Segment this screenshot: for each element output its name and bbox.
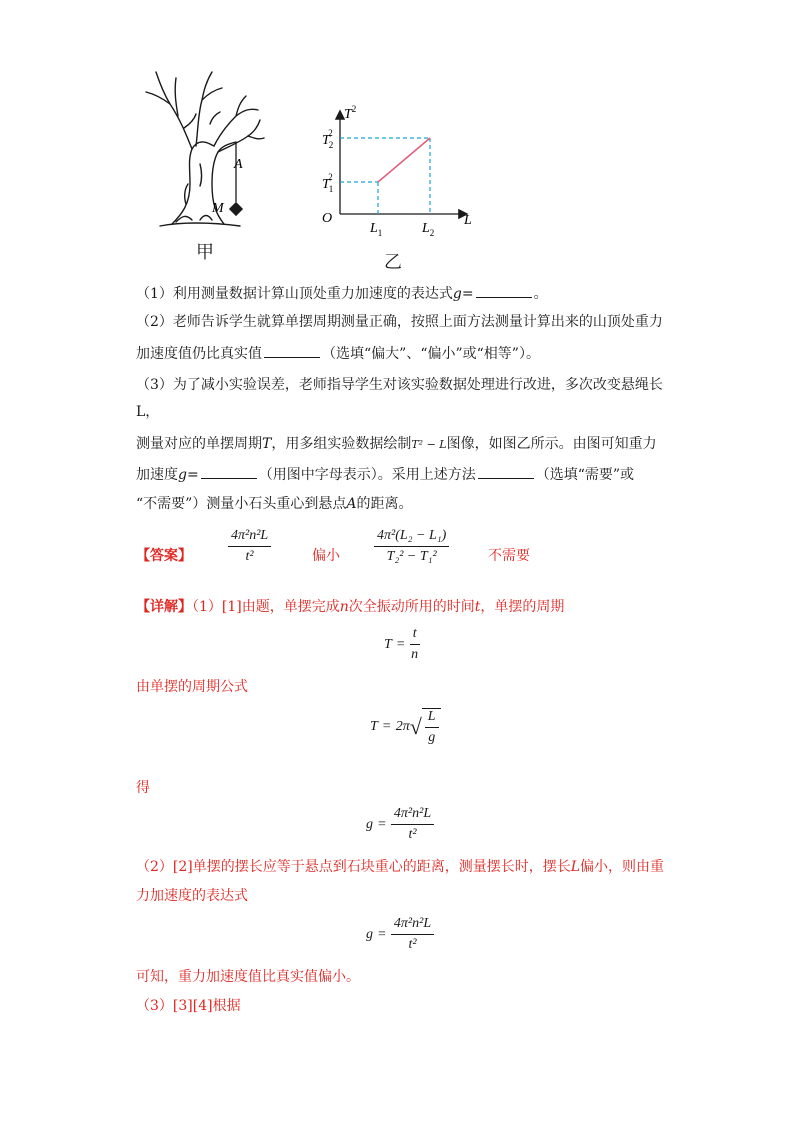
stone-bob bbox=[229, 202, 243, 216]
equation-3: g = $\frac{\text{4π²n²L}}{\text{t²}}$ bbox=[366, 806, 434, 843]
explanation-line-1: 【详解】（1）[1]由题，单摆完成n次全振动所用的时间t，单摆的周期 bbox=[136, 599, 565, 615]
figure-caption-jia: 甲 bbox=[196, 242, 214, 263]
answer-3-formula: $\frac{\text{4π²(L₂ − L₁)}}{\text{T₂² − T₁²}}$ bbox=[374, 528, 449, 565]
question-2-line-2: 加速度值仍比真实值 （选填“偏大”、“偏小”或“相等”）。 bbox=[136, 343, 540, 364]
tree-figure bbox=[140, 64, 270, 234]
figure-caption-yi: 乙 bbox=[384, 252, 402, 273]
t2-tick-label: T22 bbox=[322, 128, 334, 150]
point-a-label: A bbox=[234, 157, 243, 172]
explanation-line-7: （3）[3][4]根据 bbox=[136, 998, 241, 1014]
origin-label: O bbox=[322, 211, 333, 226]
explanation-line-3: 得 bbox=[136, 780, 150, 796]
t2-l-graph bbox=[306, 104, 486, 244]
l1-tick-label: $L_1$ bbox=[370, 221, 383, 238]
explanation-line-5: 力加速度的表达式 bbox=[136, 888, 248, 904]
answer-4: 不需要 bbox=[488, 548, 530, 564]
answer-blank-2 bbox=[264, 343, 320, 358]
question-3-line-1: （3）为了减小实验误差，老师指导学生对该实验数据处理进行改进，多次改变悬绳长 bbox=[136, 377, 663, 393]
equation-1: T = $\frac{t}{n}$ bbox=[384, 626, 419, 662]
answer-blank-1 bbox=[476, 283, 532, 298]
answer-label: 【答案】 bbox=[136, 548, 192, 564]
explanation-line-2: 由单摆的周期公式 bbox=[136, 679, 248, 695]
explanation-line-4: （2）[2]单摆的摆长应等于悬点到石块重心的距离，测量摆长时，摆长L偏小，则由重 bbox=[136, 859, 665, 875]
t1-tick-label: T12 bbox=[322, 172, 334, 194]
question-3-line-4: 加速度g= （用图中字母表示）。采用上述方法 （选填“需要”或 bbox=[136, 464, 634, 485]
equation-4: g = $\frac{\text{4π²n²L}}{\text{t²}}$ bbox=[366, 916, 434, 953]
answer-1-formula: $\frac{\text{4π²n²L}}{\text{t²}}$ bbox=[228, 528, 271, 565]
question-3-line-2: L， bbox=[136, 404, 160, 420]
point-m-label: M bbox=[212, 201, 224, 216]
answer-blank-4 bbox=[478, 464, 534, 479]
question-1: （1）利用测量数据计算山顶处重力加速度的表达式g= 。 bbox=[136, 283, 548, 304]
x-axis-label: L bbox=[464, 213, 472, 228]
data-line bbox=[378, 138, 430, 182]
l2-tick-label: $L_2$ bbox=[422, 221, 435, 238]
question-3-line-3: 测量对应的单摆周期T，用多组实验数据绘制T² − L图像，如图乙所示。由图可知重力 bbox=[136, 436, 657, 452]
answer-blank-3 bbox=[201, 464, 257, 479]
explanation-line-6: 可知，重力加速度值比真实值偏小。 bbox=[136, 969, 360, 985]
answer-2: 偏小 bbox=[312, 548, 340, 564]
question-3-line-5: “不需要”）测量小石头重心到悬点A的距离。 bbox=[136, 496, 413, 512]
y-axis-label: $T^2$ bbox=[344, 104, 357, 122]
question-2-line-1: （2）老师告诉学生就算单摆周期测量正确，按照上面方法测量计算出来的山顶处重力 bbox=[136, 314, 663, 330]
equation-2: T = 2π √ $\frac{L}{g}$ bbox=[370, 708, 441, 746]
